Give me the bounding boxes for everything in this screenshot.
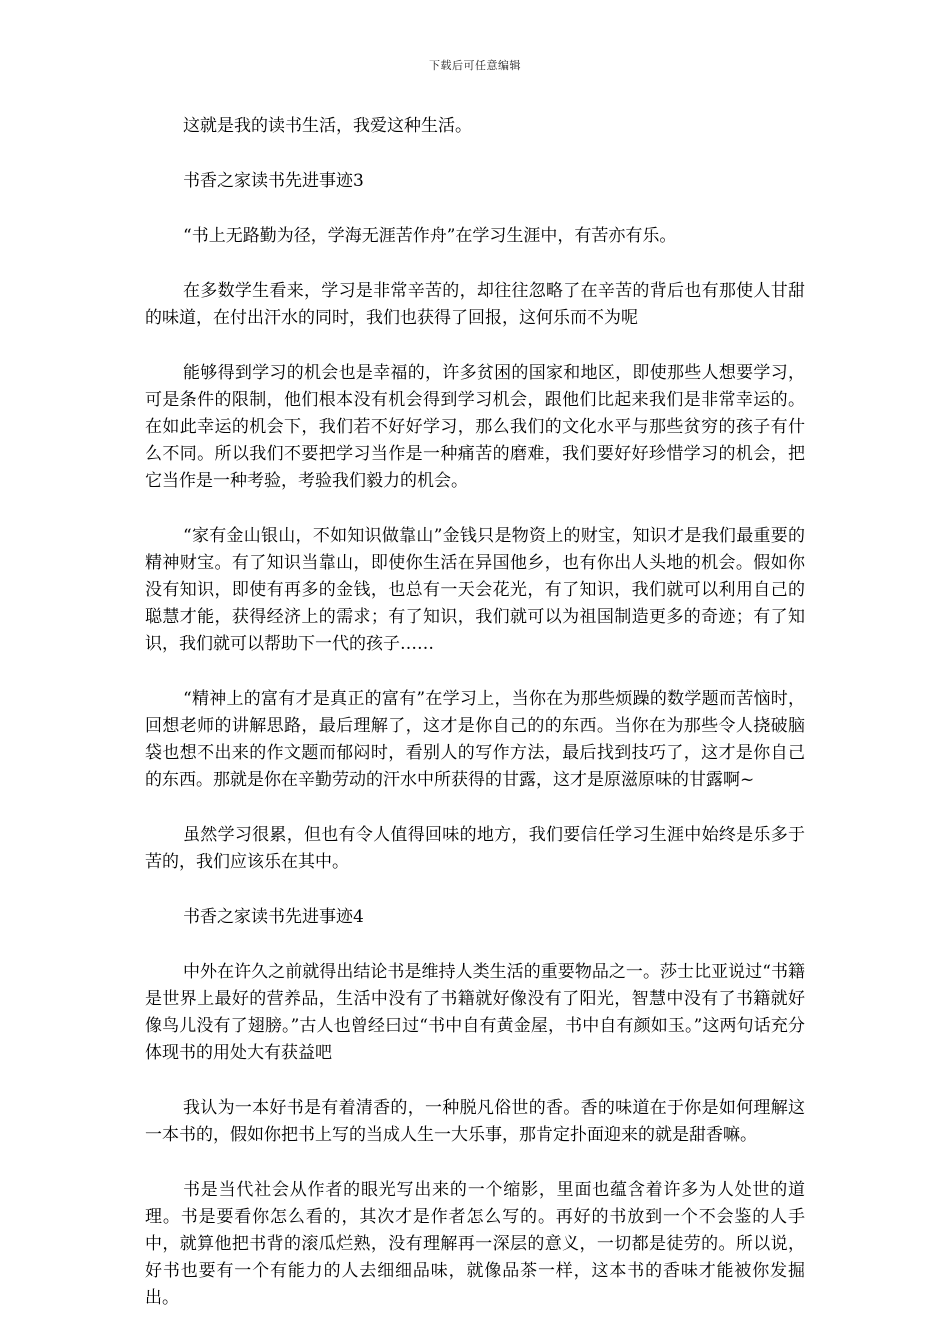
paragraph-good-book-fragrance: 我认为一本好书是有着清香的，一种脱凡俗世的香。香的味道在于你是如何理解这一本书的，假如你把书上写的当成人生一大乐事，那肯定扑面迎来的就是甜香嘛。: [145, 1098, 805, 1145]
paragraph-hard-study: 在多数学生看来，学习是非常辛苦的，却往往忽略了在辛苦的背后也有那使人甘甜的味道，在付出汗水的同时，我们也获得了回报，这何乐而不为呢: [145, 281, 805, 328]
document-body: [145, 113, 805, 1340]
paragraph-quote-study: “书上无路勤为径，学海无涯苦作舟”在学习生涯中，有苦亦有乐。: [183, 226, 677, 246]
header-note: 下载后可任意编辑: [429, 59, 521, 72]
paragraph-spiritual-wealth: “精神上的富有才是真正的富有”在学习上，当你在为那些烦躁的数学题而苦恼时，回想老师的讲解思路，最后理解了，这才是你自己的的东西。当你在为那些令人挠破脑袋也想不出来的作文题而郁闷时，看别人的写作方法，最后找到技巧了，这才是你自己的东西。那就是你在辛勤劳动的汗水中所获得的甘露，这才是原滋原味的甘露啊~: [145, 689, 805, 790]
paragraph-book-reflection: 书是当代社会从作者的眼光写出来的一个缩影，里面也蕴含着许多为人处世的道理。书是要看你怎么看的，其次才是作者怎么写的。再好的书放到一个不会鉴的人手中，就算他把书背的滚瓜烂熟，没有理解再一深层的意义，一切都是徒劳的。所以说，好书也要有一个有能力的人去细细品味，就像品茶一样，这本书的香味才能被你发掘出。: [145, 1180, 805, 1308]
paragraph-joy-in-study: 虽然学习很累，但也有令人值得回味的地方，我们要信任学习生涯中始终是乐多于苦的，我们应该乐在其中。: [145, 825, 805, 872]
paragraph-knowledge-wealth: “家有金山银山，不如知识做靠山”金钱只是物资上的财宝，知识才是我们最重要的精神财宝。有了知识当靠山，即使你生活在异国他乡，也有你出人头地的机会。假如你没有知识，即使有再多的金钱，也总有一天会花光，有了知识，我们就可以利用自己的聪慧才能，获得经济上的需求；有了知识，我们就可以为祖国制造更多的奇迹；有了知识，我们就可以帮助下一代的孩子……: [145, 526, 805, 654]
section-heading-4: 书香之家读书先进事迹4: [183, 907, 364, 927]
section-heading-3: 书香之家读书先进事迹3: [183, 171, 364, 191]
paragraph-reading-life: 这就是我的读书生活，我爱这种生活。: [183, 116, 472, 136]
paragraph-opportunity: 能够得到学习的机会也是幸福的，许多贫困的国家和地区，即使那些人想要学习，可是条件的限制，他们根本没有机会得到学习机会，跟他们比起来我们是非常幸运的。在如此幸运的机会下，我们若不好好学习，那么我们的文化水平与那些贫穷的孩子有什么不同。所以我们不要把学习当作是一种痛苦的磨难，我们要好好珍惜学习的机会，把它当作是一种考验，考验我们毅力的机会。: [145, 363, 805, 491]
paragraph-books-important: 中外在许久之前就得出结论书是维持人类生活的重要物品之一。莎士比亚说过“书籍是世界上最好的营养品，生活中没有了书籍就好像没有了阳光，智慧中没有了书籍就好像鸟儿没有了翅膀。”古人也曾经曰过“书中自有黄金屋，书中自有颜如玉。”这两句话充分体现书的用处大有获益吧: [145, 962, 805, 1063]
